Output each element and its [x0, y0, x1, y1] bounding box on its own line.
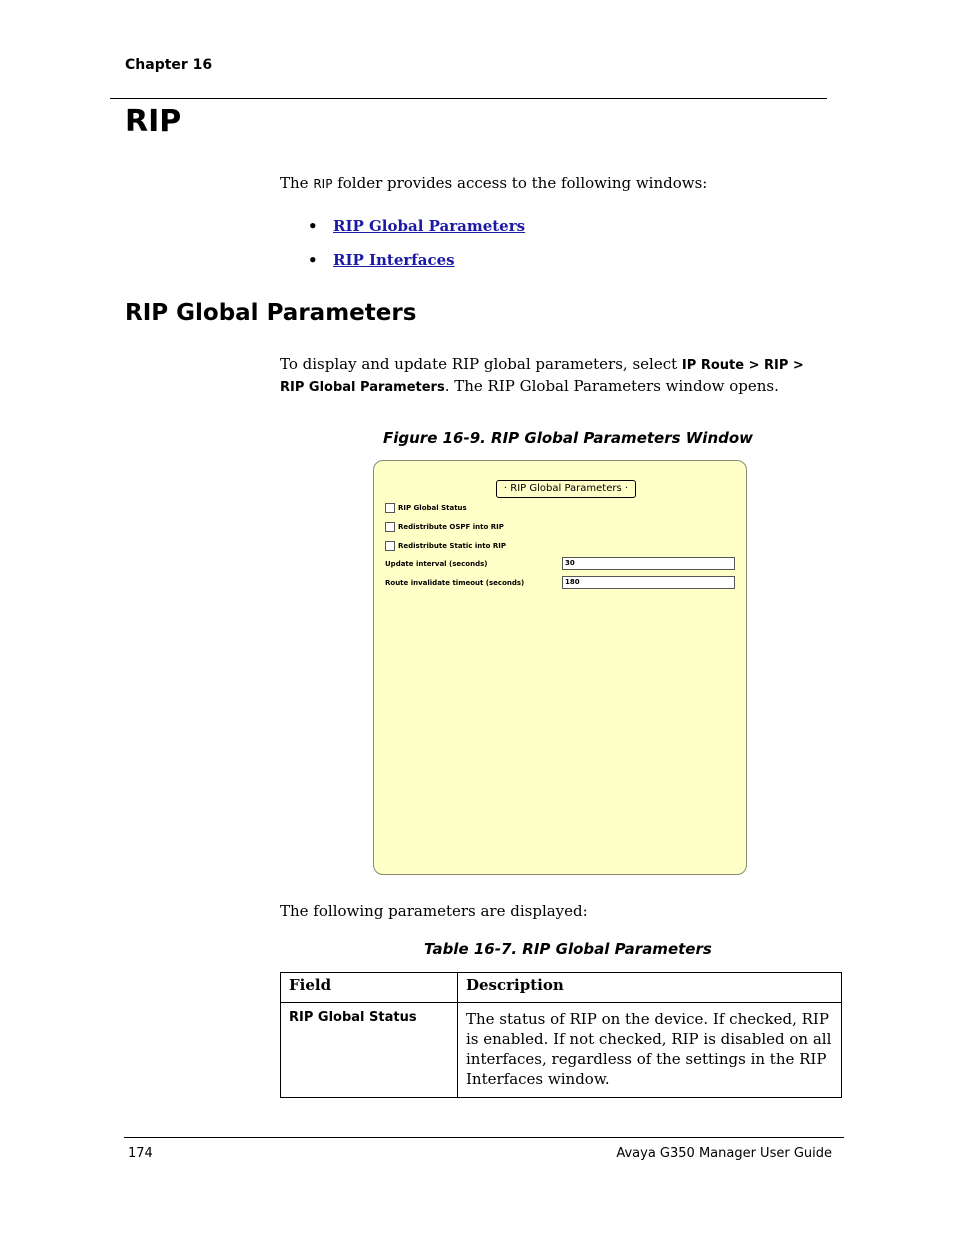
checkbox-label: Redistribute OSPF into RIP: [398, 523, 504, 531]
description-cell: The status of RIP on the device. If checked, RIP is enabled. If not checked, RIP is disabled on all interfaces, regardless of the settings in the RIP Interfaces window.: [458, 1003, 842, 1098]
figure-caption: Figure 16-9. RIP Global Parameters Window: [383, 429, 754, 447]
display-text-before: To display and update RIP global parameters, select: [280, 355, 682, 373]
parameters-table: [280, 972, 842, 1098]
menu-path: IP Route > RIP > RIP Global Parameters: [280, 358, 804, 395]
footer-title: Avaya G350 Manager User Guide: [616, 1146, 832, 1161]
section-heading: RIP Global Parameters: [125, 300, 417, 326]
checkbox-label: RIP Global Status: [398, 504, 467, 512]
footer-divider: [124, 1137, 844, 1138]
display-instructions: [280, 354, 820, 398]
following-text: The following parameters are displayed:: [280, 902, 588, 920]
table-row: [281, 1003, 842, 1098]
bullet-icon: •: [308, 251, 318, 269]
checkbox-redistribute-ospf[interactable]: [385, 522, 395, 532]
route-invalidate-timeout-input[interactable]: 180: [562, 576, 735, 589]
folder-name: RIP: [313, 177, 333, 191]
intro-text-before: The: [280, 174, 314, 192]
window-title: · RIP Global Parameters ·: [496, 480, 636, 498]
checkbox-row-redistribute-ospf: [385, 522, 504, 532]
page-number: 174: [128, 1146, 153, 1161]
header-description: Description: [458, 973, 842, 1003]
intro-paragraph: [280, 173, 707, 194]
display-text-after: . The RIP Global Parameters window opens.: [444, 377, 779, 395]
intro-text-after: folder provides access to the following windows:: [332, 174, 708, 192]
chapter-label: Chapter 16: [125, 57, 213, 73]
link-rip-interfaces[interactable]: RIP Interfaces: [333, 251, 455, 269]
field-cell: RIP Global Status: [281, 1003, 458, 1098]
checkbox-row-redistribute-static: [385, 541, 506, 551]
header-divider: [110, 98, 827, 99]
header-field: Field: [281, 973, 458, 1003]
table-header-row: [281, 973, 842, 1003]
checkbox-label: Redistribute Static into RIP: [398, 542, 506, 550]
route-invalidate-timeout-label: Route invalidate timeout (seconds): [385, 579, 525, 587]
update-interval-input[interactable]: 30: [562, 557, 735, 570]
table-caption: Table 16-7. RIP Global Parameters: [424, 940, 712, 958]
page-title: RIP: [125, 104, 182, 139]
checkbox-row-rip-global-status: [385, 503, 467, 513]
checkbox-redistribute-static[interactable]: [385, 541, 395, 551]
list-item-rip-global-parameters: [308, 217, 525, 235]
bullet-icon: •: [308, 217, 318, 235]
update-interval-label: Update interval (seconds): [385, 560, 488, 568]
link-rip-global-parameters[interactable]: RIP Global Parameters: [333, 217, 526, 235]
rip-global-parameters-window: [373, 460, 747, 875]
list-item-rip-interfaces: [308, 251, 455, 269]
checkbox-rip-global-status[interactable]: [385, 503, 395, 513]
